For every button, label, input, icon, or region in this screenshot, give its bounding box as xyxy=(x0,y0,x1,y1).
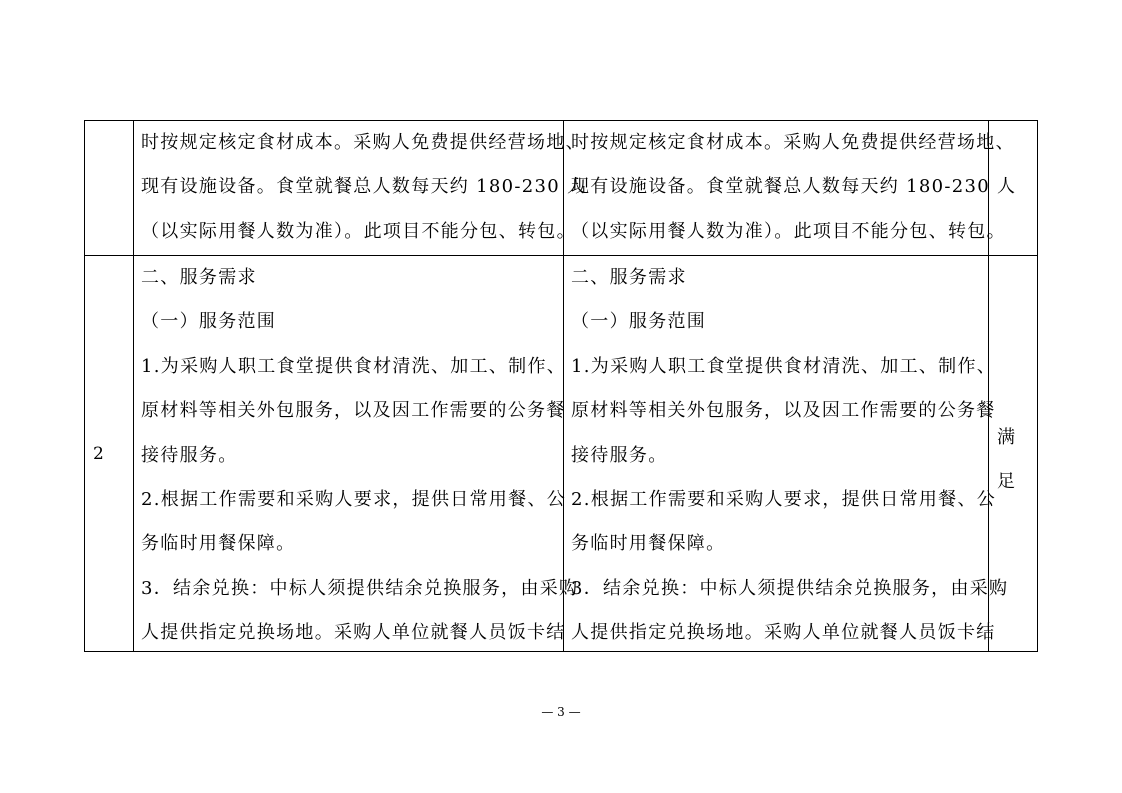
response-text-line: 3．结余兑换：中标人须提供结余兑换服务，由采购 xyxy=(571,577,1009,599)
requirement-text-line: 3．结余兑换：中标人须提供结余兑换服务，由采购 xyxy=(141,577,579,599)
result-char: 满 xyxy=(997,427,1015,448)
requirement-text-line: （以实际用餐人数为准）。此项目不能分包、转包。 xyxy=(141,220,576,242)
column-divider xyxy=(988,121,989,651)
column-divider xyxy=(133,121,134,651)
requirement-text-line: 现有设施设备。食堂就餐总人数每天约 180-230 人 xyxy=(141,176,587,198)
response-text-line: 现有设施设备。食堂就餐总人数每天约 180-230 人 xyxy=(571,176,1017,198)
response-text-line: （以实际用餐人数为准）。此项目不能分包、转包。 xyxy=(571,220,1006,242)
requirement-text-line: 人提供指定兑换场地。采购人单位就餐人员饭卡结 xyxy=(141,622,566,644)
page-number: — 3 — xyxy=(541,705,581,719)
requirement-text-line: 原材料等相关外包服务，以及因工作需要的公务餐 xyxy=(141,400,566,422)
requirement-text-line: 务临时用餐保障。 xyxy=(141,533,296,555)
row-number: 2 xyxy=(93,444,104,464)
response-text-line: 二、服务需求 xyxy=(571,267,687,288)
response-text-line: 时按规定核定食材成本。采购人免费提供经营场地、 xyxy=(571,132,1015,153)
row-divider xyxy=(85,255,1037,256)
requirement-text-line: 接待服务。 xyxy=(141,444,238,466)
requirements-table xyxy=(84,120,1038,652)
requirement-text-line: 二、服务需求 xyxy=(141,267,257,288)
requirement-text-line: 2.根据工作需要和采购人要求，提供日常用餐、公 xyxy=(141,489,567,510)
result-char: 足 xyxy=(997,471,1015,492)
response-text-line: 2.根据工作需要和采购人要求，提供日常用餐、公 xyxy=(571,489,997,510)
response-text-line: 原材料等相关外包服务，以及因工作需要的公务餐 xyxy=(571,400,996,422)
requirement-text-line: （一）服务范围 xyxy=(141,311,277,333)
column-divider xyxy=(563,121,564,651)
requirement-text-line: 时按规定核定食材成本。采购人免费提供经营场地、 xyxy=(141,132,585,153)
requirement-text-line: 1.为采购人职工食堂提供食材清洗、加工、制作、 xyxy=(141,355,567,377)
response-text-line: 务临时用餐保障。 xyxy=(571,533,726,555)
response-text-line: 人提供指定兑换场地。采购人单位就餐人员饭卡结 xyxy=(571,622,996,644)
response-text-line: （一）服务范围 xyxy=(571,311,707,333)
response-text-line: 接待服务。 xyxy=(571,444,668,466)
response-text-line: 1.为采购人职工食堂提供食材清洗、加工、制作、 xyxy=(571,355,997,377)
